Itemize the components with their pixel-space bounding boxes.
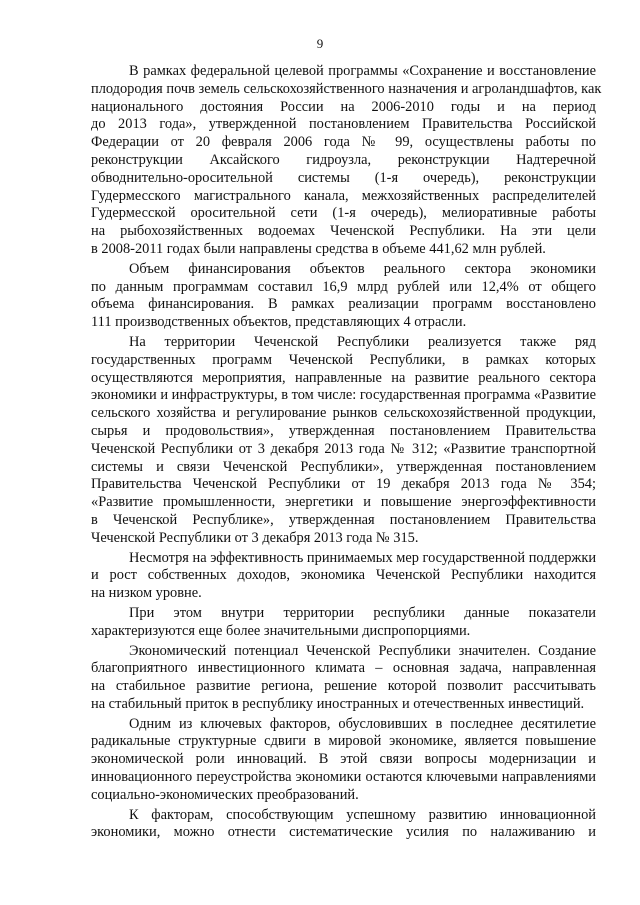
text-line: государственных программ Чеченской Республики, в рамках которых bbox=[91, 351, 596, 368]
text-line: Объем финансирования объектов реального сектора экономики bbox=[129, 260, 596, 277]
paragraph bbox=[91, 63, 602, 259]
text-line: экономической роли инноваций. В этой связи вопросы модернизации и bbox=[91, 751, 596, 768]
text-line: Федерации от 20 февраля 2006 года № 99, осуществлены работы по bbox=[91, 134, 596, 151]
text-line: Экономический потенциал Чеченской Республики значителен. Создание bbox=[129, 642, 596, 659]
text-line: социально-экономических преобразований. bbox=[91, 786, 359, 803]
paragraph bbox=[91, 807, 596, 843]
text-line: в Чеченской Республике», утвержденная постановлением Правительства bbox=[91, 511, 596, 528]
text-line: на стабильное развитие региона, решение которой позволит рассчитывать bbox=[91, 678, 596, 695]
text-line: плодородия почв земель сельскохозяйственного назначения и агроландшафтов, как bbox=[91, 80, 602, 97]
page-number: 9 bbox=[316, 36, 324, 51]
text-line: «Развитие промышленности, энергетики и повышение энергоэффективности bbox=[91, 494, 596, 511]
text-line: Гудермесского магистрального канала, межхозяйственных распределителей bbox=[91, 187, 596, 204]
text-line: на низком уровне. bbox=[91, 585, 202, 602]
paragraph bbox=[91, 334, 596, 548]
text-line: на стабильный приток в республику иностранных и отечественных инвестиций. bbox=[91, 695, 585, 712]
text-line: Правительства Чеченской Республики от 19 декабря 2013 года № 354; bbox=[91, 476, 596, 493]
text-line: реконструкции Аксайского гидроузла, реконструкции Надтеречной bbox=[91, 151, 596, 168]
text-line: сырья и продовольствия», утвержденная постановлением Правительства bbox=[91, 422, 596, 439]
paragraph bbox=[91, 643, 596, 714]
text-line: На территории Чеченской Республики реализуется также ряд bbox=[129, 333, 596, 350]
text-line: на рыбохозяйственных водоемах Чеченской Республики. На эти цели bbox=[91, 223, 596, 240]
text-line: сельского хозяйства и регулирование рынков сельскохозяйственной продукции, bbox=[91, 405, 596, 422]
text-line: национального достояния России на 2006-2010 годы и на период bbox=[91, 98, 596, 115]
document-body bbox=[91, 63, 602, 844]
text-line: При этом внутри территории республики данные показатели bbox=[129, 604, 596, 621]
text-line: и рост собственных доходов, экономика Чеченской Республики находится bbox=[91, 567, 596, 584]
text-line: по данным программам составил 16,9 млрд рублей или 12,4% от общего bbox=[91, 278, 596, 295]
text-line: Гудермесской оросительной сети (1-я очередь), мелиоративные работы bbox=[91, 205, 596, 222]
text-line: инновационного переустройства экономики остаются ключевыми направлениями bbox=[91, 769, 596, 786]
text-line: осуществляются мероприятия, направленные на развитие реального сектора bbox=[91, 369, 596, 386]
text-line: Чеченской Республики от 3 декабря 2013 года № 315. bbox=[91, 529, 419, 546]
text-line: радикальные структурные сдвиги в мировой экономике, является повышение bbox=[91, 733, 596, 750]
text-line: экономики, можно отнести систематические усилия по налаживанию и bbox=[91, 824, 596, 841]
text-line: В рамках федеральной целевой программы «Сохранение и восстановление bbox=[129, 63, 596, 79]
paragraph bbox=[91, 550, 596, 603]
text-line: характеризуются еще более значительными диспропорциями. bbox=[91, 622, 471, 639]
text-line: экономики и инфраструктуры, в том числе: государственная программа «Развитие bbox=[91, 387, 596, 404]
text-line: до 2013 года», утвержденной постановлением Правительства Российской bbox=[91, 116, 596, 133]
text-line: обводнительно-оросительной системы (1-я очередь), реконструкции bbox=[91, 169, 596, 186]
paragraph bbox=[91, 605, 596, 641]
text-line: благоприятного инвестиционного климата – основная задача, направленная bbox=[91, 660, 596, 677]
text-line: объема финансирования. В рамках реализации программ восстановлено bbox=[91, 296, 596, 313]
text-line: Чеченской Республики от 3 декабря 2013 года № 312; «Развитие транспортной bbox=[91, 440, 596, 457]
paragraph bbox=[91, 716, 596, 805]
text-line: системы и связи Чеченской Республики», утвержденная постановлением bbox=[91, 458, 596, 475]
text-line: в 2008-2011 годах были направлены средства в объеме 441,62 млн рублей. bbox=[91, 240, 546, 257]
text-line: Одним из ключевых факторов, обусловивших в последнее десятилетие bbox=[129, 715, 596, 732]
text-line: Несмотря на эффективность принимаемых мер государственной поддержки bbox=[129, 549, 597, 566]
paragraph bbox=[91, 261, 596, 332]
text-line: 111 производственных объектов, представляющих 4 отрасли. bbox=[91, 314, 467, 331]
text-line: К факторам, способствующим успешному развитию инновационной bbox=[129, 806, 596, 823]
